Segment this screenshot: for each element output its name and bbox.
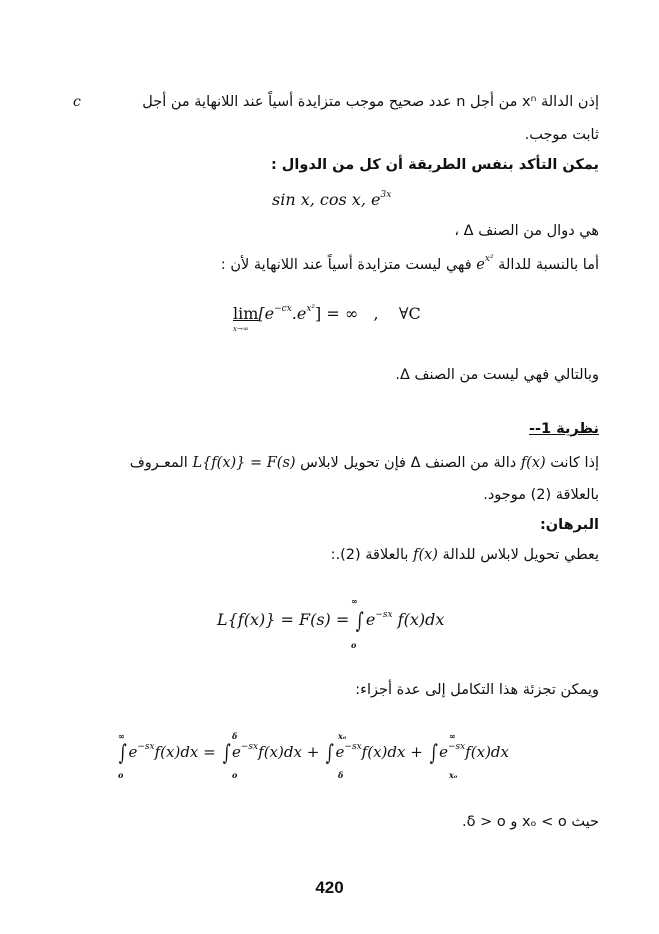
split-int1: ∫: [118, 741, 127, 766]
functions-text: sin x, cos x, e: [272, 190, 381, 209]
split-t4-upper: ∞: [449, 731, 456, 741]
exp-x2-power: x²: [484, 254, 494, 264]
split-exp2: −sx: [240, 742, 259, 752]
para1-c-symbol: c: [73, 94, 81, 110]
split-rest1: f(x)dx: [154, 743, 199, 761]
page-number: 420: [315, 878, 344, 897]
proof-line1-pre: يعطي تحويل لابلاس للدالة: [442, 547, 599, 563]
split-plus2: +: [410, 743, 423, 761]
split-plus1: +: [306, 743, 320, 761]
limit-rhs: ] = ∞ , ∀C: [315, 304, 421, 323]
split-e1: e: [128, 743, 138, 761]
theorem-line2: بالعلاقة (2) موجود.: [483, 487, 599, 503]
functions-list: [272, 190, 391, 209]
split-rest3: f(x)dx: [361, 743, 406, 761]
laplace-exp: −sx: [375, 610, 393, 620]
limit-body: [e: [258, 304, 275, 323]
proof-line1: [331, 547, 599, 563]
laplace-rest: f(x)dx: [392, 610, 445, 629]
theorem-line1: [130, 455, 599, 471]
split-int4: ∫: [429, 741, 438, 766]
split-int2: ∫: [222, 741, 231, 766]
limit-lim: lim: [233, 304, 259, 323]
laplace-equation: [217, 609, 444, 634]
laplace-lhs: L{f(x)} = F(s) =: [217, 610, 355, 629]
split-int3: ∫: [325, 741, 334, 766]
limit-mid: .e: [291, 304, 307, 323]
para2-line1: يمكن التأكد بنفس الطريقة أن كل من الدوال :: [270, 157, 599, 173]
proof-title: البرهان:: [539, 517, 599, 533]
limit-exp2: x²: [306, 304, 316, 314]
split-t4-lower: xₒ: [449, 770, 458, 780]
split-eq-sign: =: [203, 743, 216, 761]
split-text: ويمكن تجزئة هذا التكامل إلى عدة أجزاء:: [355, 682, 599, 698]
para1-line2: ثابت موجب.: [524, 127, 599, 143]
split-t3-upper: xₒ: [338, 731, 347, 741]
split-equation: [117, 741, 509, 766]
theorem-fx: f(x): [520, 455, 546, 471]
split-t2-lower: o: [232, 770, 238, 780]
split-e2: e: [232, 743, 241, 761]
split-e4: e: [439, 743, 448, 761]
para2-line3-post: فهي ليست متزايدة أسياً عند اللانهاية لأن :: [220, 257, 472, 273]
split-rest4: f(x)dx: [465, 743, 509, 761]
laplace-integral-sign: ∫: [356, 609, 365, 634]
limit-exp1: −cx: [274, 304, 292, 314]
laplace-e: e: [365, 610, 376, 629]
split-t3-lower: δ: [338, 770, 344, 780]
limit-equation: [233, 304, 421, 323]
functions-exp: 3x: [380, 190, 392, 200]
split-t1-upper: ∞: [118, 731, 125, 741]
laplace-lower-limit: o: [351, 640, 357, 650]
where-line: حيث xₒ < o و δ > o.: [462, 814, 599, 830]
theorem-line1-pre: إذا كانت: [550, 455, 599, 471]
split-exp3: −sx: [344, 742, 362, 752]
split-exp4: −sx: [447, 742, 466, 752]
para2-line2: هي دوال من الصنف Δ ،: [454, 223, 599, 239]
theorem-line1-post: المعـروف: [129, 455, 188, 471]
conclusion-line: وبالتالي فهي ليست من الصنف Δ.: [395, 367, 599, 383]
exp-x2-base: e: [476, 257, 485, 273]
theorem-line1-mid: دالة من الصنف Δ فإن تحويل لابلاس: [300, 455, 517, 471]
exp-x2-func: [476, 254, 494, 273]
para2-line3-pre: أما بالنسبة للدالة: [498, 257, 599, 273]
split-e3: e: [335, 743, 345, 761]
split-exp1: −sx: [137, 742, 155, 752]
para1-line1: إذن الدالة xⁿ من أجل n عدد صحيح موجب متزايدة أسياً عند اللانهاية من أجل: [142, 94, 599, 110]
theorem-title: نظرية ‎-1-: [528, 421, 599, 437]
para2-line3: [221, 254, 599, 273]
split-t1-lower: o: [118, 770, 124, 780]
proof-line1-post: بالعلاقة (2).:: [330, 547, 409, 563]
proof-fx: f(x): [413, 547, 438, 563]
laplace-upper-limit: ∞: [351, 596, 358, 606]
split-rest2: f(x)dx: [258, 743, 302, 761]
theorem-laplace: L{f(x)} = F(s): [192, 455, 296, 471]
split-t2-upper: δ: [232, 731, 238, 741]
limit-subscript: x→∞: [233, 325, 249, 333]
